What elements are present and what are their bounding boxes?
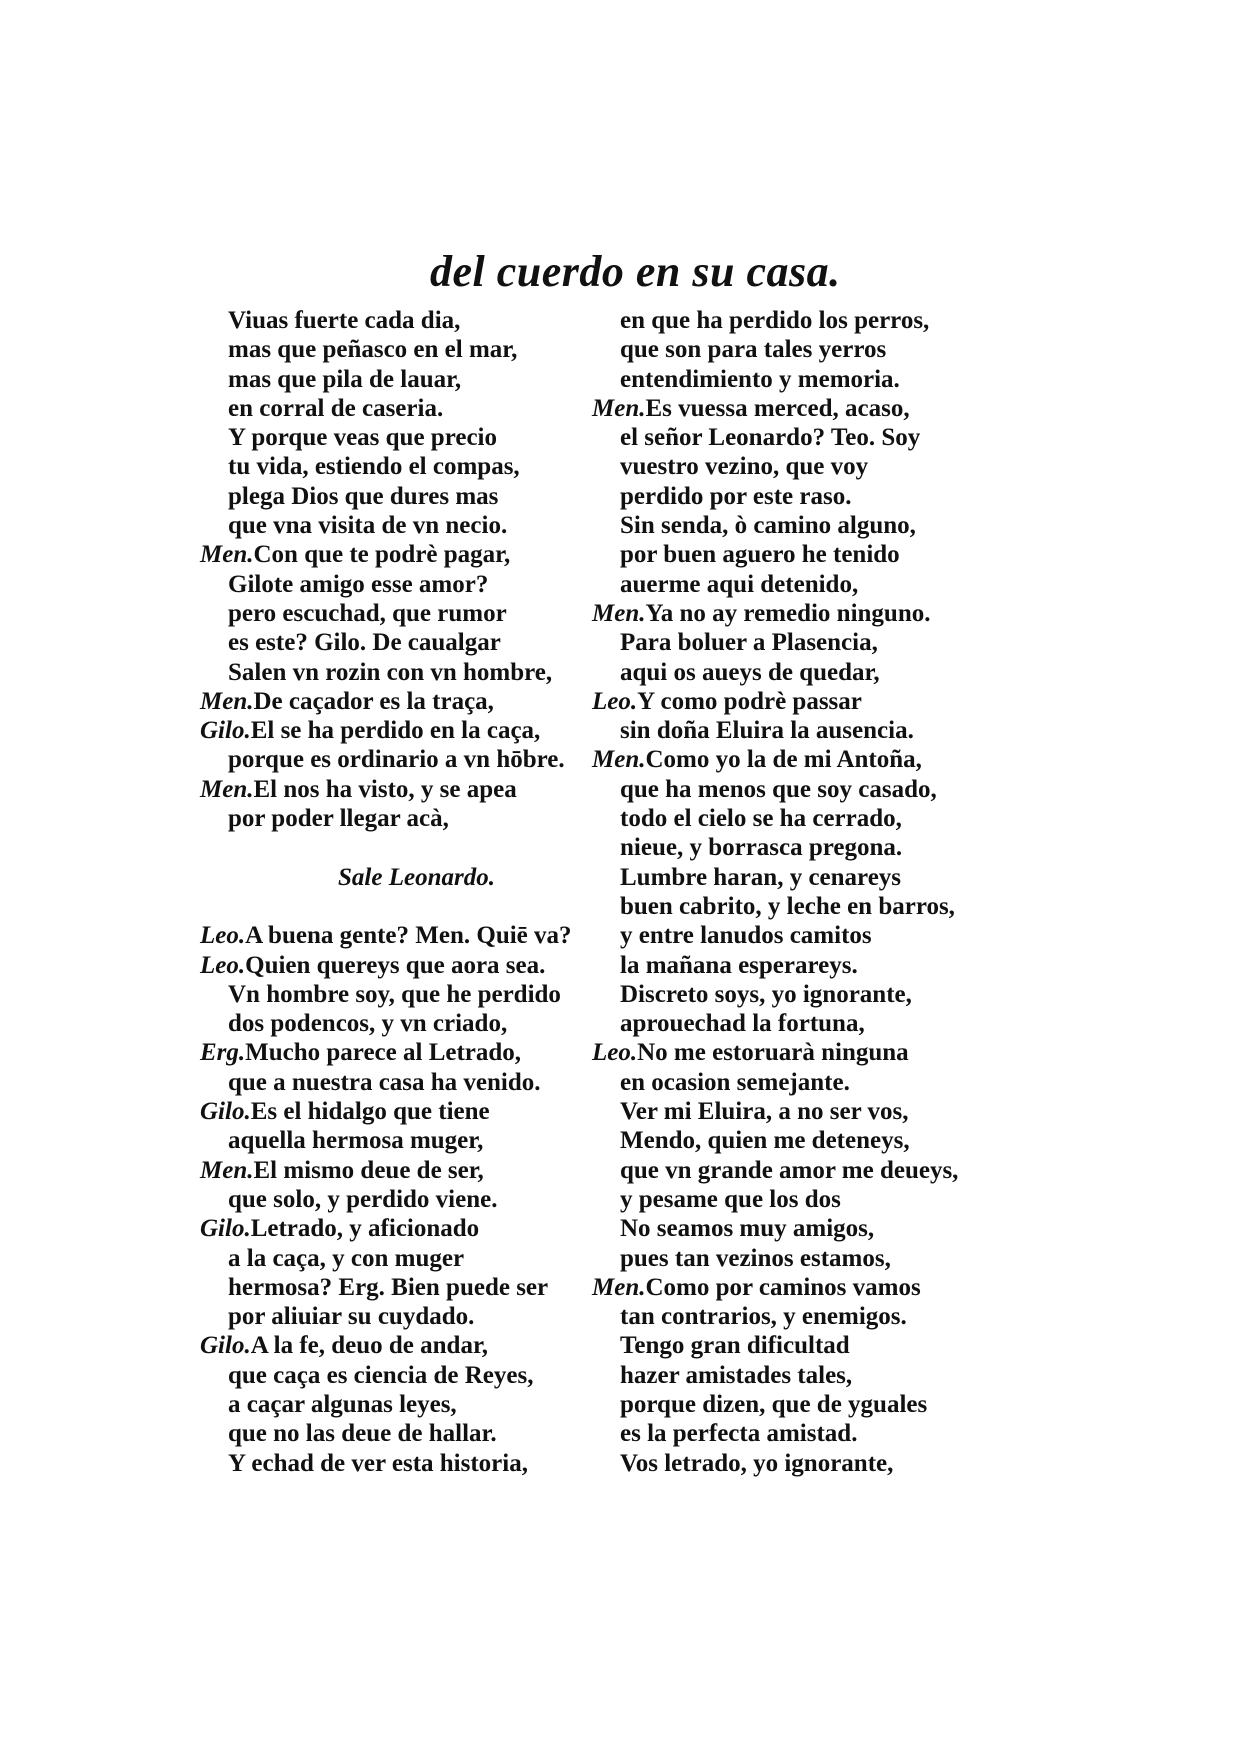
verse-text: Ya no ay remedio ninguno. (645, 599, 931, 627)
verse-text: entendimiento y memoria. (620, 365, 900, 393)
verse-text: en ocasion semejante. (620, 1068, 850, 1096)
verse-text: que a nuestra casa ha venido. (228, 1068, 541, 1096)
verse-line (620, 1009, 1030, 1038)
verse-text: sin doña Eluira la ausencia. (620, 717, 914, 745)
verse-text: perdido por este raso. (620, 482, 852, 510)
verse-line (592, 394, 1030, 423)
verse-text: El nos ha visto, y se apea (253, 775, 517, 803)
verse-line (228, 980, 628, 1009)
verse-text: aquella hermosa muger, (228, 1127, 484, 1155)
verse-line (592, 1038, 1030, 1067)
verse-text: Y porque veas que precio (228, 424, 497, 452)
speaker-name: Men. (200, 1156, 254, 1184)
blank-line (228, 892, 628, 921)
verse-line (228, 1390, 628, 1419)
verse-line (228, 511, 628, 540)
verse-text: Y echad de ver esta historia, (228, 1449, 528, 1477)
verse-text: Es vuessa merced, acaso, (645, 394, 910, 422)
verse-text: que vn grande amor me deueys, (620, 1156, 959, 1184)
speaker-name: Men. (592, 394, 646, 422)
verse-text: A la fe, deuo de andar, (250, 1332, 489, 1360)
verse-line (200, 1214, 628, 1243)
verse-text: que caça es ciencia de Reyes, (228, 1361, 534, 1389)
verse-text: y pesame que los dos (620, 1185, 841, 1213)
verse-line (620, 1185, 1030, 1214)
verse-line (228, 1126, 628, 1155)
verse-line (592, 745, 1030, 774)
speaker-name: Leo. (200, 922, 246, 950)
verse-text: a caçar algunas leyes, (228, 1390, 457, 1418)
verse-text: El mismo deue de ser, (253, 1156, 484, 1184)
speaker-name: Men. (592, 746, 646, 774)
verse-line (620, 423, 1030, 452)
verse-text: es la perfecta amistad. (620, 1420, 858, 1448)
verse-line (620, 921, 1030, 950)
verse-line (200, 951, 628, 980)
verse-text: Vn hombre soy, que he perdido (228, 980, 561, 1008)
verse-line (620, 892, 1030, 921)
verse-text: que vna visita de vn necio. (228, 512, 508, 540)
verse-line (620, 1449, 1030, 1478)
verse-line (228, 1185, 628, 1214)
verse-text: Vos letrado, yo ignorante, (620, 1449, 894, 1477)
verse-line (228, 1244, 628, 1273)
verse-line (620, 863, 1030, 892)
verse-text: vuestro vezino, que voy (620, 453, 869, 481)
verse-text: plega Dios que dures mas (228, 482, 499, 510)
verse-line (620, 1419, 1030, 1448)
verse-line (228, 599, 628, 628)
verse-text: en que ha perdido los perros, (620, 307, 930, 334)
verse-text: A buena gente? Men. Quiē va? (245, 922, 572, 950)
verse-line (620, 1097, 1030, 1126)
verse-text: No seamos muy amigos, (620, 1215, 875, 1243)
verse-text: auerme aqui detenido, (620, 570, 859, 598)
verse-text: aqui os aueys de quedar, (620, 658, 880, 686)
verse-text: Sin senda, ò camino alguno, (620, 512, 916, 540)
verse-text: Lumbre haran, y cenareys (620, 863, 902, 891)
verse-text: todo el cielo se ha cerrado, (620, 805, 902, 833)
verse-text: Para boluer a Plasencia, (620, 629, 878, 657)
verse-line (228, 658, 628, 687)
verse-line (200, 1038, 628, 1067)
verse-text: tu vida, estiendo el compas, (228, 453, 520, 481)
verse-text: aprouechad la fortuna, (620, 1010, 865, 1038)
verse-text: Tengo gran dificultad (620, 1332, 850, 1360)
verse-line (592, 687, 1030, 716)
verse-text: buen cabrito, y leche en barros, (620, 892, 955, 920)
verse-text: dos podencos, y vn criado, (228, 1010, 508, 1038)
verse-line (620, 1068, 1030, 1097)
speaker-name: Leo. (200, 951, 246, 979)
verse-text: que son para tales yerros (620, 336, 887, 364)
verse-text: Quien quereys que aora sea. (245, 951, 546, 979)
verse-line (620, 1302, 1030, 1331)
verse-text: por aliuiar su cuydado. (228, 1303, 475, 1331)
speaker-name: Gilo. (200, 1098, 251, 1126)
verse-text: Como por caminos vamos (645, 1273, 921, 1301)
verse-text: que solo, y perdido viene. (228, 1185, 498, 1213)
verse-line (620, 658, 1030, 687)
verse-text: No me estoruarà ninguna (637, 1039, 909, 1067)
verse-line (620, 1390, 1030, 1419)
verse-line (228, 423, 628, 452)
verse-line (228, 482, 628, 511)
verse-line (228, 335, 628, 364)
running-head: del cuerdo en su casa. (430, 247, 841, 296)
verse-line (620, 1126, 1030, 1155)
verse-text: el señor Leonardo? Teo. Soy (620, 424, 921, 452)
verse-text: Gilote amigo esse amor? (228, 570, 489, 598)
verse-line (620, 511, 1030, 540)
verse-text: nieue, y borrasca pregona. (620, 834, 903, 862)
verse-line (200, 1097, 628, 1126)
verse-text: Viuas fuerte cada dia, (228, 307, 461, 334)
verse-text: Mendo, quien me deteneys, (620, 1127, 910, 1155)
speaker-name: Men. (200, 687, 254, 715)
verse-text: mas que pila de lauar, (228, 365, 462, 393)
verse-line (228, 1419, 628, 1448)
verse-line (228, 1302, 628, 1331)
verse-text: mas que peñasco en el mar, (228, 336, 518, 364)
verse-text: hazer amistades tales, (620, 1361, 853, 1389)
verse-text: por buen aguero he tenido (620, 541, 900, 569)
verse-line (620, 335, 1030, 364)
left-column (200, 306, 628, 1478)
verse-line (228, 1068, 628, 1097)
verse-line (200, 540, 628, 569)
verse-line (620, 1156, 1030, 1185)
verse-line (228, 1273, 628, 1302)
verse-line (592, 599, 1030, 628)
verse-text: por poder llegar acà, (228, 805, 449, 833)
verse-text: Como yo la de mi Antoña, (645, 746, 922, 774)
verse-line (620, 570, 1030, 599)
verse-line (620, 951, 1030, 980)
verse-text: El se ha perdido en la caça, (250, 717, 541, 745)
verse-line (200, 775, 628, 804)
verse-line (620, 1361, 1030, 1390)
verse-text: Mucho parece al Letrado, (245, 1039, 522, 1067)
speaker-name: Leo. (592, 1039, 638, 1067)
verse-text: Y como podrè passar (637, 687, 862, 715)
verse-line (200, 716, 628, 745)
speaker-name: Men. (200, 541, 254, 569)
speaker-name: Leo. (592, 687, 638, 715)
speaker-name: Gilo. (200, 717, 251, 745)
verse-line (200, 921, 628, 950)
verse-line (620, 540, 1030, 569)
verse-text: en corral de caseria. (228, 394, 444, 422)
verse-text: De caçador es la traça, (253, 687, 494, 715)
verse-text: Discreto soys, yo ignorante, (620, 980, 912, 1008)
verse-line (228, 306, 628, 335)
verse-line (620, 306, 1030, 335)
verse-line (620, 1244, 1030, 1273)
verse-line (620, 980, 1030, 1009)
verse-line (620, 452, 1030, 481)
verse-line (228, 452, 628, 481)
verse-text: pues tan vezinos estamos, (620, 1244, 891, 1272)
verse-line (228, 1449, 628, 1478)
right-column (592, 306, 1030, 1478)
verse-line (228, 804, 628, 833)
verse-text: a la caça, y con muger (228, 1244, 465, 1272)
stage-direction: Sale Leonardo. (338, 863, 495, 891)
verse-text: que no las deue de hallar. (228, 1420, 497, 1448)
verse-text: la mañana esperareys. (620, 951, 858, 979)
verse-text: Letrado, y aficionado (250, 1215, 480, 1243)
verse-text: porque es ordinario a vn hōbre. (228, 746, 565, 774)
verse-line (620, 628, 1030, 657)
verse-line (620, 833, 1030, 862)
verse-line (228, 394, 628, 423)
verse-line (200, 687, 628, 716)
speaker-name: Erg. (200, 1039, 246, 1067)
verse-text: que ha menos que soy casado, (620, 775, 937, 803)
speaker-name: Men. (592, 1273, 646, 1301)
speaker-name: Men. (592, 599, 646, 627)
verse-text: Ver mi Eluira, a no ser vos, (620, 1098, 909, 1126)
verse-line (620, 365, 1030, 394)
speaker-name: Gilo. (200, 1215, 251, 1243)
verse-line (592, 1273, 1030, 1302)
verse-line (228, 365, 628, 394)
verse-line (228, 745, 628, 774)
verse-line (228, 1009, 628, 1038)
verse-line (620, 775, 1030, 804)
speaker-name: Gilo. (200, 1332, 251, 1360)
verse-text: hermosa? Erg. Bien puede ser (228, 1273, 549, 1301)
verse-text: porque dizen, que de yguales (620, 1390, 928, 1418)
verse-line (228, 1361, 628, 1390)
verse-text: Salen vn rozin con vn hombre, (228, 658, 553, 686)
verse-line (228, 570, 628, 599)
verse-line (200, 1156, 628, 1185)
verse-line (620, 1331, 1030, 1360)
verse-line (620, 804, 1030, 833)
verse-line (200, 1331, 628, 1360)
verse-line (620, 716, 1030, 745)
speaker-name: Men. (200, 775, 254, 803)
verse-text: y entre lanudos camitos (620, 922, 872, 950)
verse-text: Con que te podrè pagar, (253, 541, 511, 569)
verse-text: es este? Gilo. De caualgar (228, 629, 501, 657)
verse-line (620, 482, 1030, 511)
verse-text: Es el hidalgo que tiene (250, 1098, 490, 1126)
verse-text: pero escuchad, que rumor (228, 599, 507, 627)
blank-line (228, 833, 628, 862)
verse-text: tan contrarios, y enemigos. (620, 1303, 907, 1331)
verse-line (620, 1214, 1030, 1243)
verse-line (228, 628, 628, 657)
